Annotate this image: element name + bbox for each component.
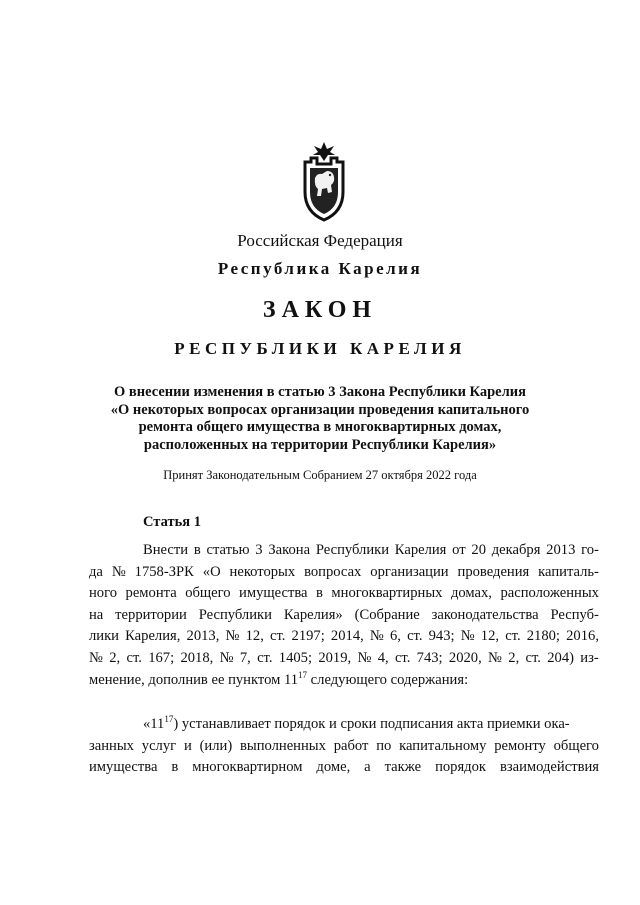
word: домах, <box>450 585 492 602</box>
word: 2197; <box>291 628 325 645</box>
word: 2180; <box>526 628 560 645</box>
word: 12, <box>480 628 500 645</box>
word: занных <box>89 737 134 754</box>
word: общего <box>185 585 231 602</box>
word: организации <box>370 563 449 580</box>
word: го- <box>581 542 599 558</box>
superscript: 17 <box>298 669 308 680</box>
word: и <box>183 737 192 754</box>
text-line <box>89 714 599 736</box>
word: на <box>89 606 104 623</box>
word: 2016, <box>566 628 599 645</box>
word: № <box>225 628 240 645</box>
superscript: 17 <box>164 714 174 724</box>
text-line <box>89 648 599 670</box>
word: доме, <box>316 759 351 776</box>
republic-name: Республика Карелия <box>217 259 423 278</box>
country-name: Российская Федерация <box>237 231 403 250</box>
word: капитальному <box>399 737 487 754</box>
text-fragment: «$11^{17}$) устанавливает порядок и сроки подписания акта приемки ока- <box>143 714 570 732</box>
karelia-coat-of-arms-icon <box>297 140 351 222</box>
word: декабря <box>491 542 541 558</box>
word: 2013 <box>546 542 576 558</box>
word: ст. <box>525 649 541 666</box>
word: расположенных <box>500 585 599 602</box>
word: также <box>384 759 422 776</box>
word: порядок <box>435 759 486 776</box>
word: 2014, <box>330 628 364 645</box>
law-title-line: расположенных на территории Республики Карелия» <box>143 436 497 453</box>
law-title-line: О внесении изменения в статью 3 Закона Республики Карелия <box>114 384 526 400</box>
word: а <box>364 759 371 776</box>
word: № <box>219 649 234 666</box>
word: ст. <box>407 628 423 645</box>
word: № <box>111 563 126 580</box>
law-title <box>0 384 640 454</box>
word: имущества <box>89 759 158 776</box>
word: лики <box>89 628 119 645</box>
article-paragraph-2 <box>89 714 599 779</box>
word: да <box>89 563 103 580</box>
word: № <box>357 649 372 666</box>
word: от <box>452 542 466 558</box>
document-type: ЗАКОН <box>262 297 378 323</box>
word: 1758-ЗРК <box>134 563 194 580</box>
word: № <box>460 628 475 645</box>
word: территории <box>115 606 187 623</box>
word: законодательства <box>431 606 539 623</box>
article-heading: Статья 1 <box>143 514 201 530</box>
word: Карелия» <box>283 606 343 623</box>
word: многоквартирном <box>192 759 303 776</box>
word: вопросах <box>304 563 362 580</box>
document-issuer: РЕСПУБЛИКИ КАРЕЛИЯ <box>174 339 466 358</box>
word: 4, <box>377 649 389 666</box>
word: в <box>316 585 323 602</box>
word: «О <box>202 563 221 580</box>
word: 2, <box>109 649 121 666</box>
word: Респуб- <box>550 606 599 623</box>
word: Внести <box>143 542 189 558</box>
word: ст. <box>269 628 286 645</box>
law-title-line: ремонта общего имущества в многоквартирных домах, <box>138 419 502 435</box>
word: 743; <box>416 649 443 666</box>
word: Закона <box>268 542 311 558</box>
word: 20 <box>471 542 486 558</box>
text-line <box>89 670 599 692</box>
text-line <box>89 626 599 648</box>
word: взаимодействия <box>499 759 599 776</box>
word: по <box>376 737 392 754</box>
word: ст. <box>257 649 273 666</box>
word: 3 <box>255 542 263 558</box>
word: № <box>488 649 502 666</box>
word: 1405; <box>278 649 313 666</box>
word: 2, <box>508 649 520 666</box>
word: ст. <box>505 628 521 645</box>
text-line <box>89 540 599 562</box>
word: Республики <box>315 542 390 558</box>
word: 7, <box>239 649 251 666</box>
word: 2013, <box>186 628 220 645</box>
word: многоквартирных <box>331 585 443 602</box>
word: общего <box>553 737 599 754</box>
article-paragraph-1 <box>89 540 599 691</box>
text-line <box>89 583 599 605</box>
word: 204) <box>547 649 574 666</box>
word: в <box>171 759 179 776</box>
text-line <box>89 605 599 627</box>
word: ст. <box>394 649 411 666</box>
word: статью <box>206 542 250 558</box>
text-fragment: менение, дополнив ее пунктом $11^{17}$ следующего содержания: <box>89 669 469 688</box>
adoption-note: Принят Законодательным Собранием 27 октября 2022 года <box>163 468 477 482</box>
word: работ <box>333 737 369 754</box>
word: Карелия <box>394 542 447 558</box>
word: 167; <box>148 649 175 666</box>
word: услуг <box>141 737 177 754</box>
word: № <box>369 628 384 645</box>
word: 6, <box>389 628 401 645</box>
word: выполненных <box>240 737 326 754</box>
word: Республики <box>198 606 272 623</box>
word: 2020, <box>448 649 482 666</box>
word: 943; <box>428 628 455 645</box>
word: ного <box>89 585 118 602</box>
text-line <box>89 757 599 779</box>
word: № <box>89 649 103 666</box>
text-line <box>89 736 599 758</box>
word: проведения <box>457 563 530 580</box>
word: капиталь- <box>538 563 599 580</box>
word: 12, <box>245 628 264 645</box>
word: некоторых <box>229 563 296 580</box>
word: ремонту <box>494 737 546 754</box>
word: 2019, <box>318 649 352 666</box>
word: имущества <box>239 585 308 602</box>
word: ст. <box>126 649 142 666</box>
word: Карелия, <box>125 628 181 645</box>
word: (Собрание <box>354 606 420 623</box>
word: (или) <box>199 737 233 754</box>
text-line <box>89 562 599 584</box>
word: в <box>193 542 201 558</box>
word: ремонта <box>125 585 177 602</box>
word: 2018, <box>180 649 214 666</box>
word: из- <box>580 649 599 666</box>
law-title-line: «О некоторых вопросах организации проведения капитального <box>110 401 530 418</box>
